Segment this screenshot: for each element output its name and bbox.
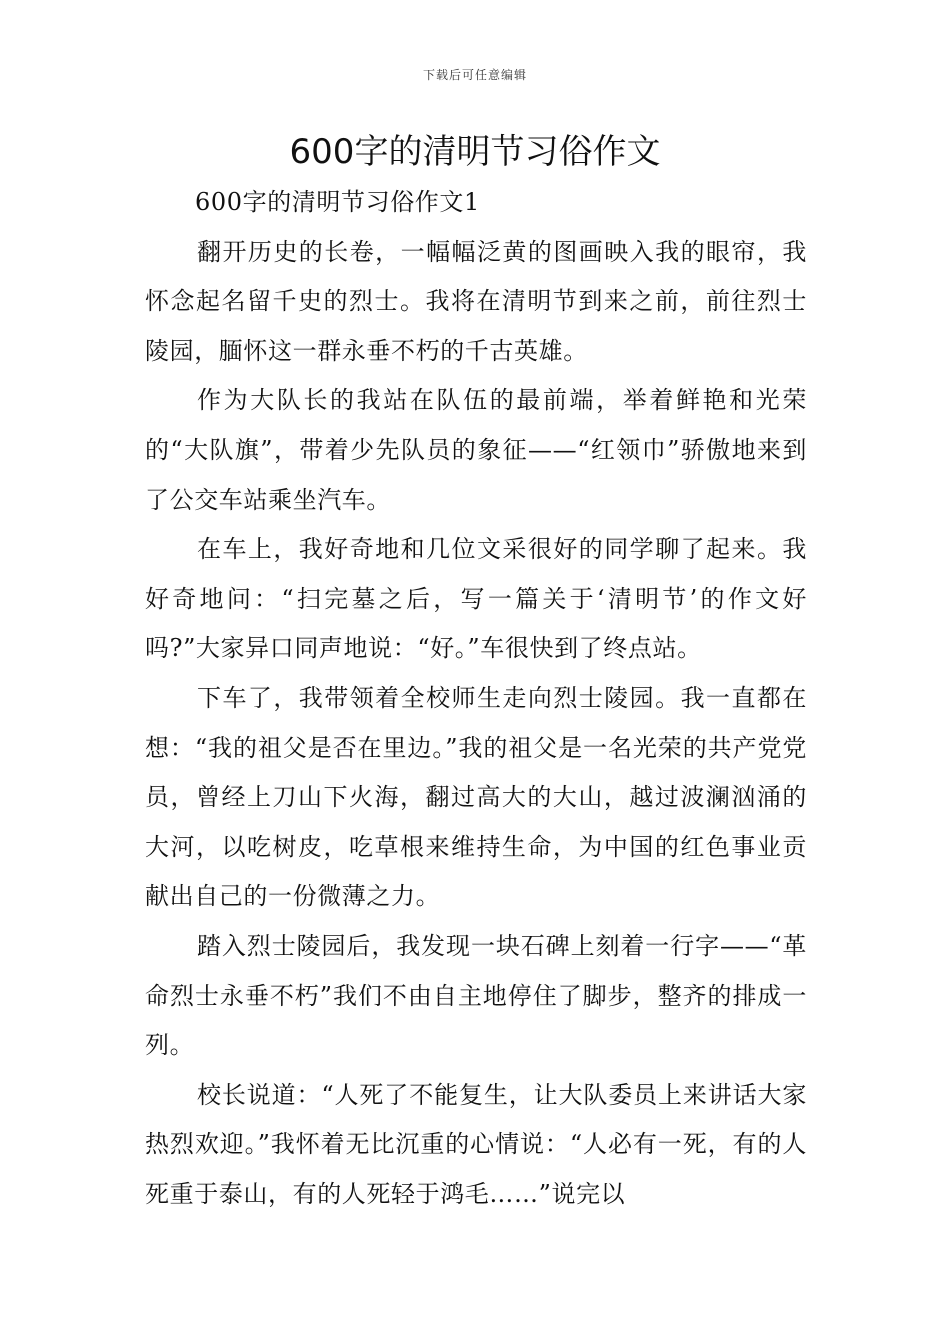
paragraph-3: 在车上，我好奇地和几位文采很好的同学聊了起来。我好奇地问：“扫完墓之后，写一篇关于‘清明节’的作文好吗?”大家异口同声地说：“好。”车很快到了终点站。 [145,535,807,663]
paragraph-2: 作为大队长的我站在队伍的最前端，举着鲜艳和光荣的“大队旗”，带着少先队员的象征——“红领巾”骄傲地来到了公交车站乘坐汽车。 [145,386,807,514]
section-subtitle: 600字的清明节习俗作文1 [195,188,480,216]
paragraph-4: 下车了，我带领着全校师生走向烈士陵园。我一直都在想：“我的祖父是否在里边。”我的祖父是一名光荣的共产党党员，曾经上刀山下火海，翻过高大的大山，越过波澜汹涌的大河，以吃树皮，吃草根来维持生命，为中国的红色事业贡献出自己的一份微薄之力。 [145,683,807,911]
header-note: 下载后可任意编辑 [422,68,527,82]
paragraph-6: 校长说道：“人死了不能复生，让大队委员上来讲话大家热烈欢迎。”我怀着无比沉重的心情说：“人必有一死，有的人死重于泰山，有的人死轻于鸿毛……”说完以 [145,1080,807,1208]
document-body [145,178,807,1219]
document-title: 600字的清明节习俗作文 [289,132,661,172]
paragraph-1: 翻开历史的长卷，一幅幅泛黄的图画映入我的眼帘，我怀念起名留千史的烈士。我将在清明节到来之前，前往烈士陵园，腼怀这一群永垂不朽的千古英雄。 [145,237,807,365]
paragraph-5: 踏入烈士陵园后，我发现一块石碑上刻着一行字——“革命烈士永垂不朽”我们不由自主地停住了脚步，整齐的排成一列。 [145,931,807,1060]
